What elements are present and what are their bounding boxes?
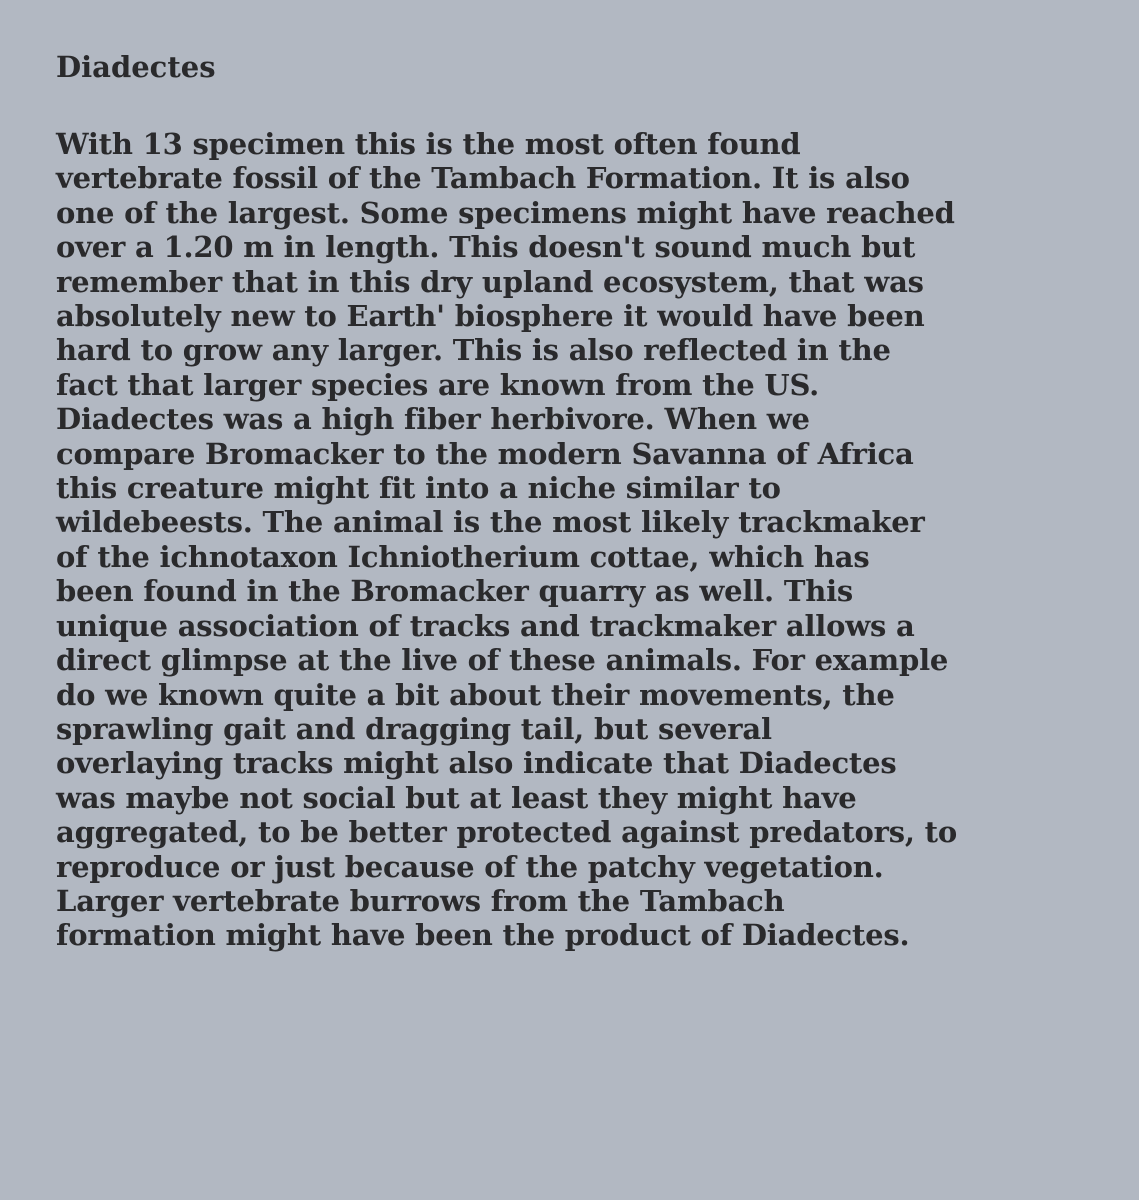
text-line: hard to grow any larger. This is also reflected in the [56,333,891,368]
text-line: reproduce or just because of the patchy vegetation. [56,849,884,884]
text-line: Diadectes was a high fiber herbivore. When we [56,402,810,437]
text-line: overlaying tracks might also indicate that Diadectes [56,746,897,781]
text-line: With 13 specimen this is the most often found [56,127,801,161]
text-line: been found in the Bromacker quarry as well. This [56,574,854,609]
text-line: over a 1.20 m in length. This doesn't sound much but [56,230,916,265]
text-line: aggregated, to be better protected against predators, to [56,815,958,850]
text-line: unique association of tracks and trackmaker allows a [56,608,915,643]
text-line: do we known quite a bit about their movements, the [56,677,895,712]
body-paragraph [56,127,1099,953]
text-line: Larger vertebrate burrows from the Tambach [56,883,785,918]
text-line: compare Bromacker to the modern Savanna of Africa [56,436,914,471]
text-line: direct glimpse at the live of these animals. For example [56,643,949,678]
text-line: was maybe not social but at least they might have [56,780,857,815]
text-line: remember that in this dry upland ecosystem, that was [56,264,924,299]
text-line: wildebeests. The animal is the most likely trackmaker [56,505,925,540]
text-line: one of the largest. Some specimens might have reached [56,195,955,230]
document-title: Diadectes [56,50,216,84]
text-line: sprawling gait and dragging tail, but several [56,711,772,746]
text-line: vertebrate fossil of the Tambach Formation. It is also [56,161,910,196]
text-line: absolutely new to Earth' biosphere it would have been [56,299,925,334]
text-line: this creature might fit into a niche similar to [56,471,781,506]
text-line: of the ichnotaxon Ichniotherium cottae, which has [56,539,870,574]
text-line: formation might have been the product of Diadectes. [56,918,910,953]
text-line: fact that larger species are known from the US. [56,367,820,402]
